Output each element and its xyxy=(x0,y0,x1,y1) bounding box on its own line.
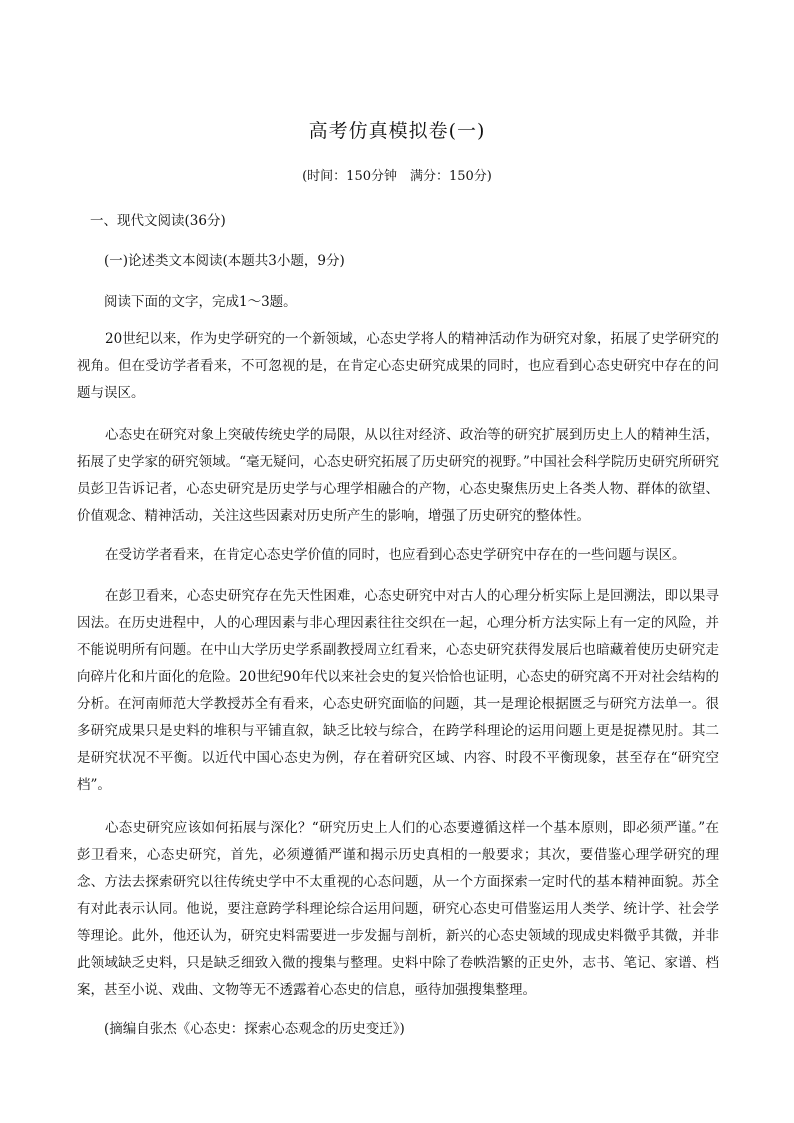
exam-info: (时间：150分钟 满分：150分) xyxy=(302,169,492,184)
article-paragraph-5: 心态史研究应该如何拓展与深化？“研究历史上人们的心态要遵循这样一个基本原则，即必须严谨。”在彭卫看来，心态史研究，首先，必须遵循严谨和揭示历史真相的一般要求；其次，要借鉴心理学研究的理念、方法去探索研究以往传统史学中不太重视的心态问题，从一个方面探索一定时代的基本精神面貌。苏全有对此表示认同。他说，要注意跨学科理论综合运用问题，研究心态史可借鉴运用人类学、统计学、社会学等理论。此外，他还认为，研究史料需要进一步发掘与剖析，新兴的心态史领域的现成史料微乎其微，并非此领域缺乏史料，只是缺乏细致入微的搜集与整理。史料中除了卷帙浩繁的正史外，志书、笔记、家谱、档案，甚至小说、戏曲、文物等无不透露着心态史的信息，亟待加强搜集整理。 xyxy=(77,820,719,998)
article-source: (摘编自张杰《心态史：探索心态观念的历史变迁》) xyxy=(104,1021,405,1037)
article-paragraph-3: 在受访学者看来，在肯定心态史学价值的同时，也应看到心态史学研究中存在的一些问题与误区。 xyxy=(105,547,686,563)
section-heading: 一、现代文阅读(36分) xyxy=(90,213,226,229)
page-title: 高考仿真模拟卷(一) xyxy=(308,120,486,142)
article-paragraph-1: 20世纪以来，作为史学研究的一个新领域，心态史学将人的精神活动作为研究对象，拓展了史学研究的视角。但在受访学者看来，不可忽视的是，在肯定心态史研究成果的同时，也应看到心态史研究中存在的问题与误区。 xyxy=(77,331,719,401)
article-paragraph-4: 在彭卫看来，心态史研究存在先天性困难，心态史研究中对古人的心理分析实际上是回溯法，即以果寻因法。在历史进程中，人的心理因素与非心理因素往往交织在一起，心理分析方法实际上有一定的风险，并不能说明所有问题。在中山大学历史学系副教授周立红看来，心态史研究获得发展后也暗藏着使历史研究走向碎片化和片面化的危险。20世纪90年代以来社会史的复兴恰恰也证明，心态史的研究离不开对社会结构的分析。在河南师范大学教授苏全有看来，心态史研究面临的问题，其一是理论根据匮乏与研究方法单一。很多研究成果只是史料的堆积与平铺直叙，缺乏比较与综合，在跨学科理论的运用问题上更是捉襟见肘。其二是研究状况不平衡。以近代中国心态史为例，存在着研究区域、内容、时段不平衡现象，甚至存在“研究空档”。 xyxy=(77,588,719,793)
reading-instruction: 阅读下面的文字，完成1～3题。 xyxy=(104,294,297,310)
article-paragraph-2: 心态史在研究对象上突破传统史学的局限，从以往对经济、政治等的研究扩展到历史上人的精神生活，拓展了史学家的研究领域。“毫无疑问，心态史研究拓展了历史研究的视野。”中国社会科学院历史研究所研究员彭卫告诉记者，心态史研究是历史学与心理学相融合的产物，心态史聚焦历史上各类人物、群体的欲望、价值观念、精神活动，关注这些因素对历史所产生的影响，增强了历史研究的整体性。 xyxy=(77,427,719,524)
section-subheading: (一)论述类文本阅读(本题共3小题，9分) xyxy=(104,253,345,269)
